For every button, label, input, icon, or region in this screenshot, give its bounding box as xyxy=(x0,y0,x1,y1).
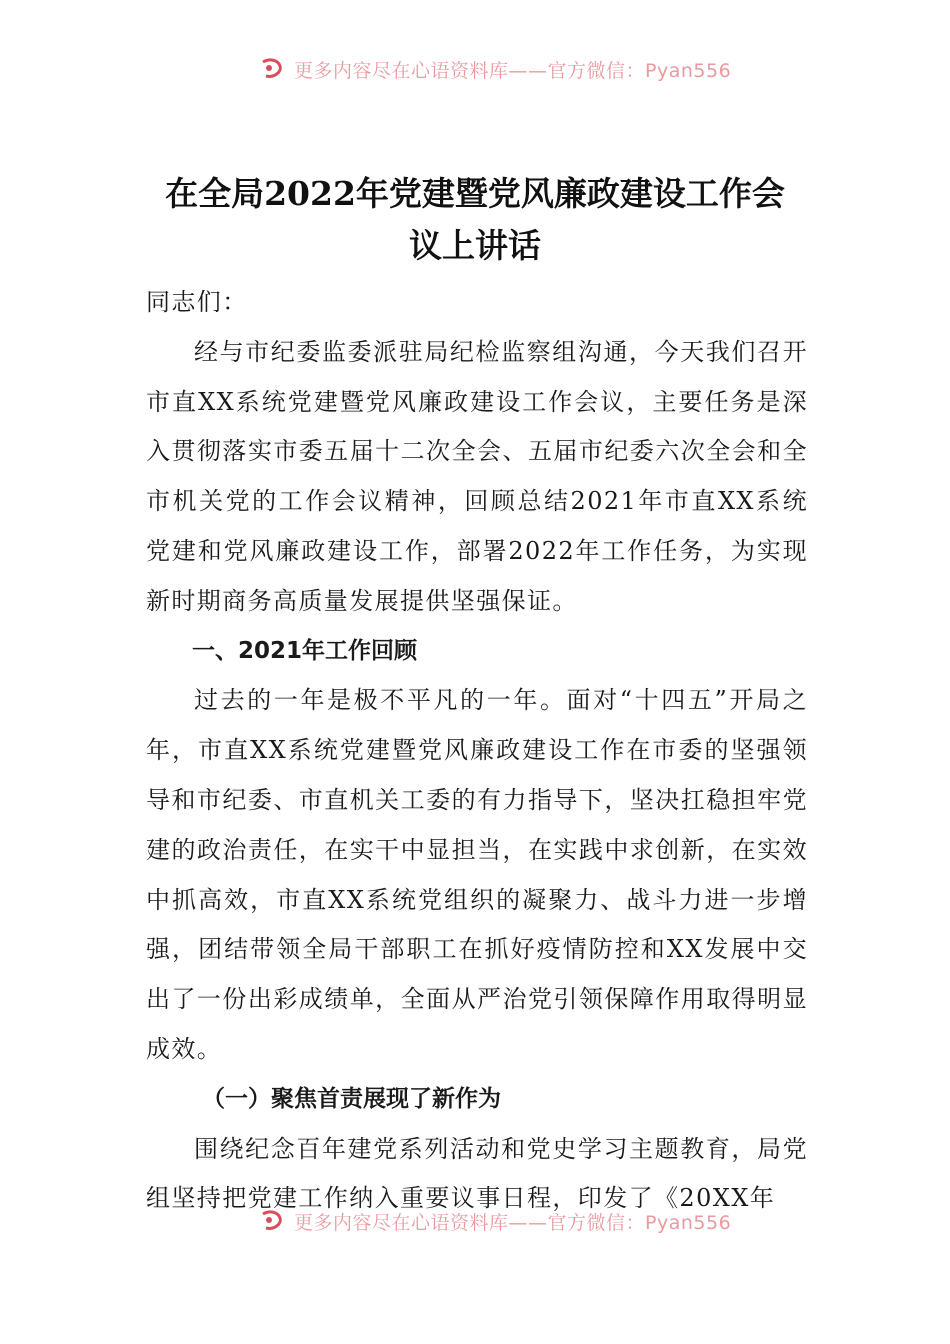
section-heading-1: 一、2021年工作回顾 xyxy=(192,637,418,664)
salutation: 同志们： xyxy=(146,288,248,316)
title-line-2: 议上讲话 xyxy=(409,226,541,265)
watermark-text: 更多内容尽在心语资料库——官方微信：Pyan556 xyxy=(294,1211,732,1234)
watermark-logo-icon xyxy=(260,1210,286,1232)
header-watermark xyxy=(260,56,740,82)
paragraph-review: 过去的一年是极不平凡的一年。面对“十四五”开局之年，市直XX系统党建暨党风廉政建设工作在市委的坚强领导和市纪委、市直机关工委的有力指导下，坚决扛稳担牢党建的政治责任，在实干中显担当，在实践中求创新，在实效中抓高效，市直XX系统党组织的凝聚力、战斗力进一步增强，团结带领全局干部职工在抓好疫情防控和XX发展中交出了一份出彩成绩单，全面从严治党引领保障作用取得明显成效。 xyxy=(146,686,808,1063)
document-title xyxy=(140,168,810,272)
watermark-logo-icon xyxy=(260,58,286,80)
paragraph-intro: 经与市纪委监委派驻局纪检监察组沟通，今天我们召开市直XX系统党建暨党风廉政建设工作会议，主要任务是深入贯彻落实市委五届十二次全会、五届市纪委六次全会和全市机关党的工作会议精神，回顾总结2021年市直XX系统党建和党风廉政建设工作，部署2022年工作任务，为实现新时期商务高质量发展提供坚强保证。 xyxy=(146,337,808,615)
subsection-heading-1: （一）聚焦首责展现了新作为 xyxy=(202,1085,501,1112)
footer-watermark xyxy=(260,1208,740,1234)
title-line-1: 在全局2022年党建暨党风廉政建设工作会 xyxy=(165,174,785,213)
document-body xyxy=(146,278,808,1224)
watermark-text: 更多内容尽在心语资料库——官方微信：Pyan556 xyxy=(294,59,732,82)
paragraph-first-duty: 围绕纪念百年建党系列活动和党史学习主题教育，局党组坚持把党建工作纳入重要议事日程，印发了《20XX年 xyxy=(146,1134,808,1213)
